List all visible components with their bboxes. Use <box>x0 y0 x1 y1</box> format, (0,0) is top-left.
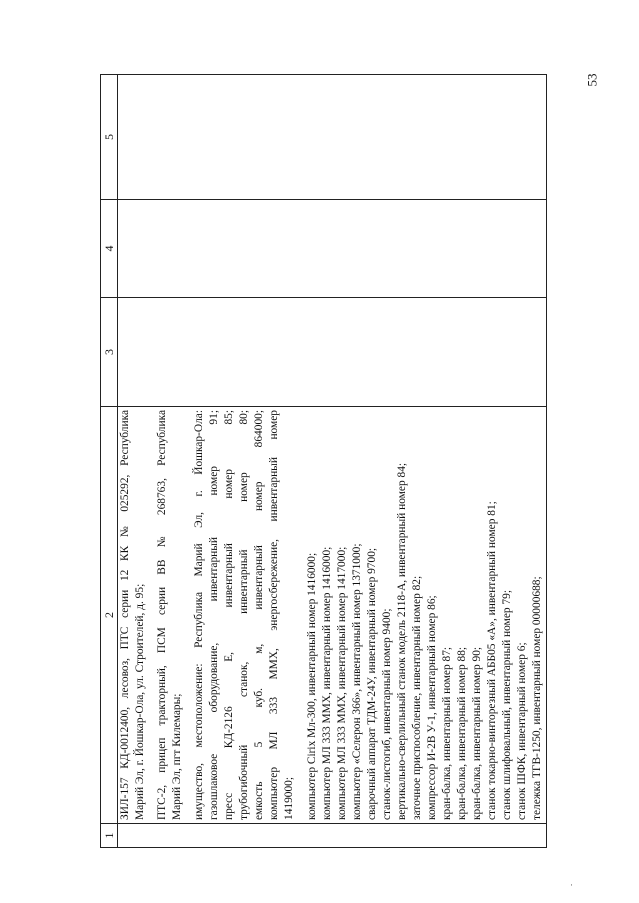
table-cell-col5 <box>118 75 547 200</box>
list-item: тележка ТГВ-1250, инвентарный номер 00000688; <box>531 576 544 820</box>
entry-line: пресс КД-2126 Е, инвентарный номер 85; <box>223 410 236 820</box>
column-header: 4 <box>101 200 118 298</box>
list-item: заточное приспособление, инвентарный номер 82; <box>410 575 423 820</box>
list-item: компьютер МЛ 333 ММХ, инвентарный номер 1417000; <box>335 546 348 820</box>
entry-line: компьютер МЛ 333 ММХ, энергосбережение, инвентарный номер <box>268 410 281 820</box>
column-header: 3 <box>101 298 118 407</box>
entry-paragraph <box>192 410 297 820</box>
entry-line: имущество, местоположение: Республика Марий Эл, г. Йошкар-Ола: <box>193 410 206 820</box>
list-item: компьютер Cirix Мл-300, инвентарный номер 1416000; <box>305 552 318 820</box>
entries-container <box>118 410 298 820</box>
scan-mark: · <box>570 880 573 890</box>
table-cell-col4 <box>118 200 547 298</box>
list-item: станок ШФК, инвентарный номер 6; <box>516 642 529 820</box>
rotated-page-content <box>100 75 544 848</box>
entry-line: газошлаковое оборудование, инвентарный номер 91; <box>208 410 221 820</box>
entry-paragraph <box>155 410 185 820</box>
list-item: станок токарно-винторезный АББ05 «А», инвентарный номер 81; <box>486 501 499 820</box>
list-item: вертикально-сверлильный станок модель 2118-А, инвентарный номер 84; <box>395 462 408 820</box>
table-cell-col3 <box>118 298 547 407</box>
items-list <box>305 410 546 820</box>
list-item: компьютер МЛ 333 ММХ, инвентарный номер 1416000; <box>320 546 333 820</box>
entry-line: емкость 5 куб. м, инвентарный номер 864000; <box>253 410 266 820</box>
entry-line: ЗИЛ-157 КД-0012400, лесовоз, ПТС серии 12 КК № 025292, Республика <box>119 410 131 820</box>
list-item: компьютер «Селерон 366», инвентарный номер 1371000; <box>350 543 363 820</box>
list-item: кран-балка, инвентарный номер 87; <box>440 646 453 820</box>
list-item: станок-листогиб, инвентарный номер 9400; <box>380 608 393 820</box>
entry-line: Марий Эл, г. Йошкар-Ола, ул. Строителей, д. 95; <box>134 583 147 820</box>
entry-line: ПТС-2, прицеп тракторный, ПСМ серии ВВ № 268763, Республика <box>156 410 169 820</box>
entry-line: Марий Эл, пгт Килемары; <box>171 693 184 820</box>
column-header: 1 <box>101 824 118 848</box>
table-cell-col1 <box>118 824 547 848</box>
list-item: кран-балка, инвентарный номер 90; <box>471 646 484 820</box>
property-table <box>100 74 547 848</box>
entry-paragraph <box>118 410 148 820</box>
list-item: компрессор И-2В У-1, инвентарный номер 86; <box>425 595 438 820</box>
list-item: кран-балка, инвентарный номер 88; <box>455 646 468 820</box>
list-item: сварочный аппарат ТДМ-24У, инвентарный номер 9700; <box>365 547 378 820</box>
list-item: станок шлифовальный, инвентарный номер 79; <box>501 590 514 820</box>
column-header: 5 <box>101 75 118 200</box>
column-header: 2 <box>101 407 118 824</box>
table-row <box>118 75 547 848</box>
table-cell-description <box>118 407 547 824</box>
table-header-row <box>101 75 118 848</box>
entry-line: 1419000; <box>283 776 296 820</box>
entry-line: трубогибочный станок, инвентарный номер 80; <box>238 410 251 820</box>
page-number: 53 <box>584 73 600 87</box>
